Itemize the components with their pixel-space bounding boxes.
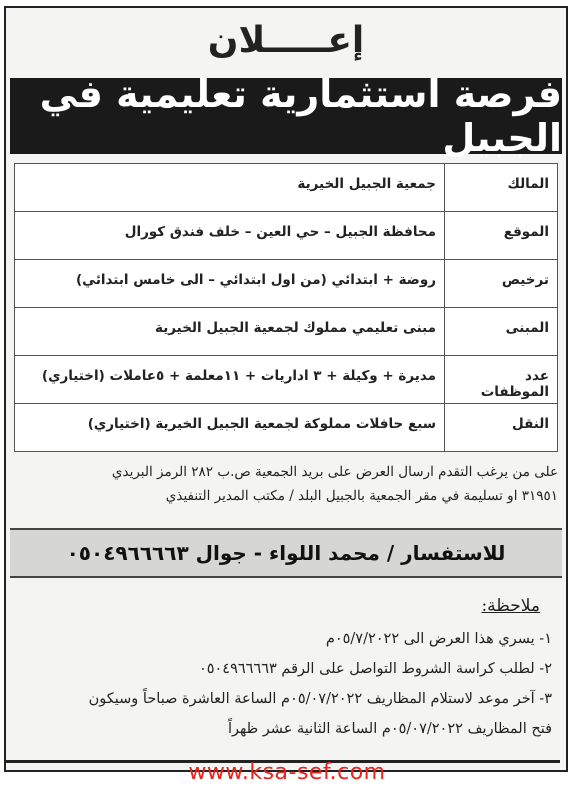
list-item: فتح المظاريف ٠٥/٠٧/٢٠٢٢م الساعة الثانية عشر ظهراً (227, 721, 552, 737)
list-item: ١- يسري هذا العرض الى ٠٥/٧/٢٠٢٢م (325, 631, 552, 647)
details-table (14, 163, 558, 452)
table-row (15, 356, 558, 404)
table-row (15, 260, 558, 308)
apply-line: على من يرغب التقدم ارسال العرض على بريد الجمعية ص.ب ٢٨٢ الرمز البريدي (111, 464, 558, 480)
announcement-title: إعـــــلان (207, 19, 365, 61)
apply-instructions (14, 460, 558, 508)
headline-banner: فرصة استثمارية تعليمية في الجبيل (10, 78, 562, 154)
list-item: ٢- لطلب كراسة الشروط التواصل على الرقم ٠٥٠٤٩٦٦٦٦٣ (198, 661, 552, 677)
transport-label: النقل (445, 404, 558, 452)
table-row (15, 212, 558, 260)
owner-value: جمعية الجبيل الخيرية (15, 164, 445, 212)
transport-value: سبع حافلات مملوكة لجمعية الجبيل الخيرية (اختياري) (15, 404, 445, 452)
building-label: المبنى (445, 308, 558, 356)
owner-label: المالك (445, 164, 558, 212)
advertisement-frame (4, 6, 568, 772)
location-label: الموقع (445, 212, 558, 260)
inquiry-contact: للاستفسار / محمد اللواء - جوال ٠٥٠٤٩٦٦٦٦٣ (10, 528, 562, 578)
table-row (15, 404, 558, 452)
building-value: مبنى تعليمي مملوك لجمعية الجبيل الخيرية (15, 308, 445, 356)
notes-list (14, 624, 558, 744)
website-watermark: www.ksa-sef.com (188, 760, 386, 785)
apply-line: ٣١٩٥١ او تسليمة في مقر الجمعية بالجبيل البلد / مكتب المدير التنفيذي (165, 488, 558, 504)
staff-value: مديرة + وكيلة + ٣ اداريات + ١١معلمة + ٥عاملات (اختياري) (15, 356, 445, 404)
table-row (15, 308, 558, 356)
staff-label: عدد الموظفات (445, 356, 558, 404)
table-row (15, 164, 558, 212)
location-value: محافظة الجبيل – حي العين – خلف فندق كورال (15, 212, 445, 260)
license-label: ترخيص (445, 260, 558, 308)
list-item: ٣- آخر موعد لاستلام المظاريف ٠٥/٠٧/٢٠٢٢م الساعة العاشرة صباحاً وسيكون (88, 691, 552, 707)
notes-title: ملاحظة: (481, 596, 540, 616)
license-value: روضة + ابتدائي (من اول ابتدائي – الى خامس ابتدائي) (15, 260, 445, 308)
